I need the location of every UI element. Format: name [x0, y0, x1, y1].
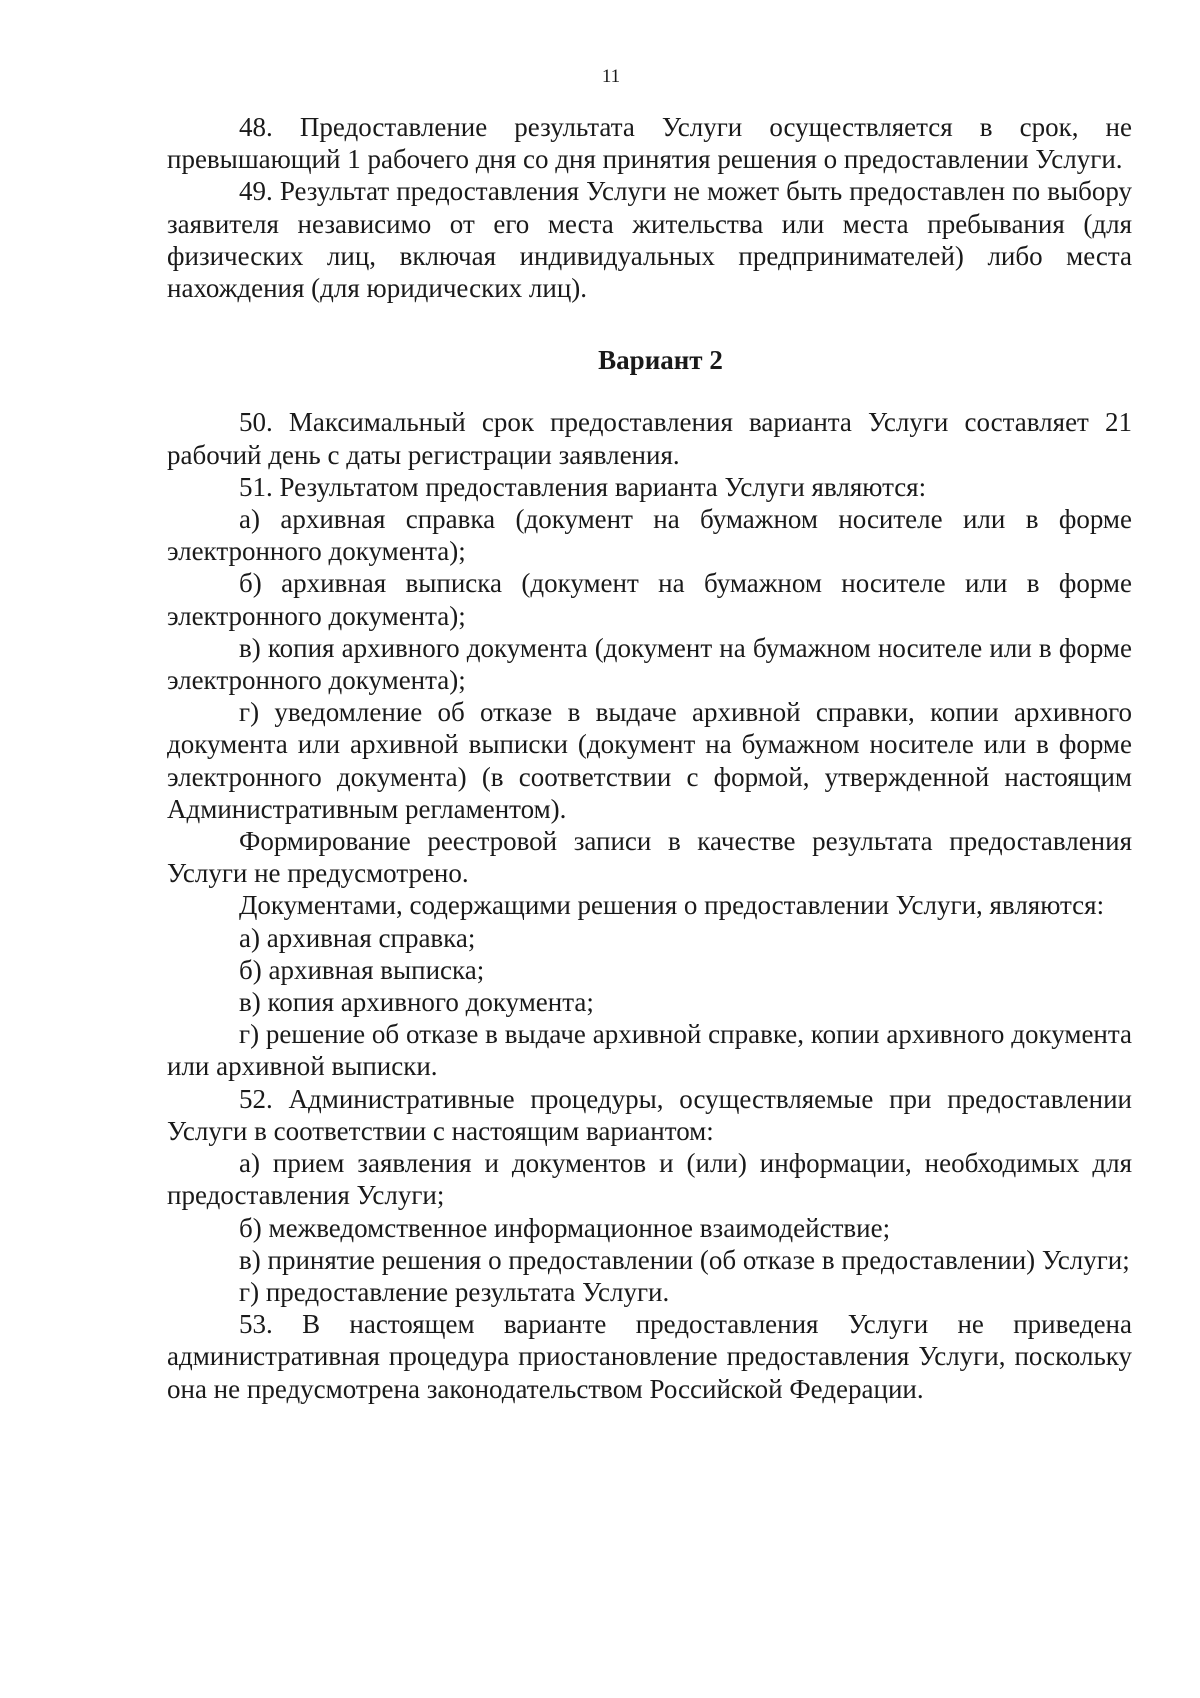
list-item-decision-g: г) решение об отказе в выдаче архивной справке, копии архивного документа или архивной выписки. — [167, 1019, 1132, 1082]
paragraph-49: 49. Результат предоставления Услуги не может быть предоставлен по выбору заявителя независимо от его места жительства или места пребывания (для физических лиц, включая индивидуальных предпринимателей) либо места нахождения (для юридических лиц). — [167, 176, 1132, 304]
list-item-52-a: а) прием заявления и документов и (или) информации, необходимых для предоставления Услуги; — [167, 1148, 1132, 1211]
list-item-51-v: в) копия архивного документа (документ на бумажном носителе или в форме электронного документа); — [167, 632, 1132, 696]
list-item-51-a: а) архивная справка (документ на бумажном носителе или в форме электронного документа); — [167, 504, 1132, 567]
paragraph-53: 53. В настоящем варианте предоставления Услуги не приведена административная процедура приостановление предоставления Услуги, поскольку она не предусмотрена законодательством Российской Федерации. — [167, 1309, 1132, 1404]
paragraph-50: 50. Максимальный срок предоставления варианта Услуги составляет 21 рабочий день с даты регистрации заявления. — [167, 407, 1132, 470]
list-item-52-g: г) предоставление результата Услуги. — [239, 1276, 670, 1307]
section-heading: Вариант 2 — [598, 345, 723, 376]
page-number: 11 — [601, 66, 621, 87]
list-item-decision-v: в) копия архивного документа; — [239, 987, 594, 1018]
paragraph-52: 52. Административные процедуры, осуществляемые при предоставлении Услуги в соответствии с настоящим вариантом: — [167, 1083, 1132, 1146]
list-item-52-b: б) межведомственное информационное взаимодействие; — [239, 1212, 891, 1243]
list-item-51-b: б) архивная выписка (документ на бумажном носителе или в форме электронного документа); — [167, 568, 1132, 631]
paragraph-48: 48. Предоставление результата Услуги осуществляется в срок, не превышающий 1 рабочего дня со дня принятия решения о предоставлении Услуги. — [167, 112, 1132, 175]
paragraph-51: 51. Результатом предоставления варианта Услуги являются: — [239, 471, 927, 502]
paragraph-registry-record: Формирование реестровой записи в качестве результата предоставления Услуги не предусмотрено. — [167, 826, 1132, 889]
list-item-51-g: г) уведомление об отказе в выдаче архивной справки, копии архивного документа или архивной выписки (документ на бумажном носителе или в форме электронного документа) (в соответствии с формой, утвержденной настоящим Административным регламентом). — [167, 697, 1132, 824]
list-item-52-v: в) принятие решения о предоставлении (об отказе в предоставлении) Услуги; — [239, 1244, 1130, 1275]
list-item-decision-b: б) архивная выписка; — [239, 954, 485, 985]
document-body — [167, 111, 1132, 1405]
list-item-decision-a: а) архивная справка; — [239, 922, 476, 953]
paragraph-decision-documents: Документами, содержащими решения о предоставлении Услуги, являются: — [239, 890, 1105, 921]
